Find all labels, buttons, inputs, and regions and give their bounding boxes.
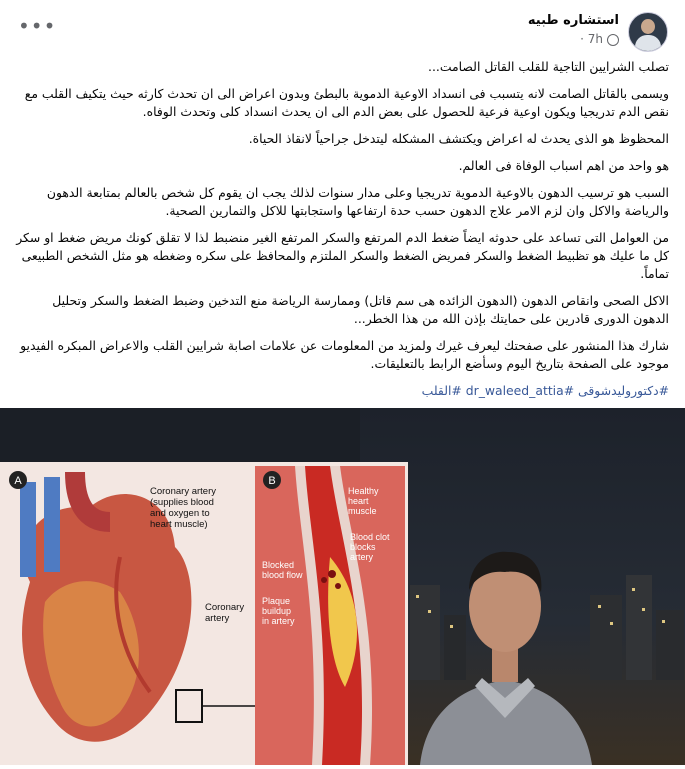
label-plaque: Plaque buildup in artery: [262, 596, 295, 626]
artery-illustration: [0, 462, 408, 765]
post-paragraph: هو واحد من اهم اسباب الوفاة فى العالم.: [458, 158, 669, 173]
globe-icon: [607, 34, 619, 46]
post-paragraph: الاكل الصحى وانقاص الدهون (الدهون الزائده هى سم قاتل) وممارسة الرياضة منع التدخين وضبط الضغط والسكر وتحليل الدهون الدورى قادرين على حمايتك بإذن الله من هذا الخطر...: [52, 293, 669, 326]
more-options-icon[interactable]: •••: [18, 14, 57, 38]
hashtags[interactable]: #دكتوروليدشوقى #dr_waleed_attia #القلب: [421, 383, 669, 398]
artery-illustration-svg: [0, 462, 408, 765]
post-paragraph: شارك هذا المنشور على صفحتك ليعرف غيرك ولمزيد من المعلومات عن علامات اصابة شرايين القلب والاعراض المبكره الفيديو موجود على الصفحة بتاريخ اليوم وسأضع الرابط بالتعليقات.: [20, 338, 669, 371]
post-content: [16, 58, 669, 400]
post-header: [0, 10, 685, 54]
post-paragraph: من العوامل التى تساعد على حدوثه ايضاً ضغط الدم المرتفع والسكر المرتفع الغير منضبط لذا لا تقلق كونك مريض ضغط او سكر كل ما عليك هو تظبيط الضغط والسكر فمريض الضغط والسكر الملتزم والمحافظ على سكره وضغطه هو مثل الشخص الطبيعى تماماً.: [16, 230, 669, 281]
avatar-body: [635, 35, 661, 52]
avatar[interactable]: [628, 12, 668, 52]
label-coronary-artery: Coronary artery: [205, 602, 245, 624]
label-healthy-muscle: Healthy heart muscle: [348, 486, 379, 516]
post-paragraph: ويسمى بالقاتل الصامت لانه يتسبب فى انسداد الاوعية الدموية بالبطئ وبدون اعراض الى ان تحدث كارثه حيث يتكيف القلب مع نقص الدم تدريجيا ويكون اوعية فرعية للحصول على بعض الدم الى ان يحدث انسداد كلى وتحدث الوفاه.: [24, 86, 669, 119]
label-coronary-supply: Coronary artery (supplies blood and oxygen to heart muscle): [150, 486, 216, 530]
panel-b-label: B: [268, 475, 276, 487]
panel-a-label: A: [14, 475, 22, 487]
post-time-text: 7h ·: [580, 32, 603, 46]
doctor-photo: [410, 528, 600, 765]
label-blood-clot: Blood clot blocks artery: [350, 532, 390, 562]
post-paragraph: تصلب الشرايين التاجية للقلب القاتل الصامت...: [428, 59, 669, 74]
author-name[interactable]: استشاره طبيه: [527, 13, 619, 28]
post-paragraph: المحظوظ هو الذى يحدث له اعراض ويكتشف المشكله ليتدخل جراحياً لانقاذ الحياة.: [248, 131, 669, 146]
label-blocked-flow: Blocked blood flow: [262, 560, 303, 580]
post-time[interactable]: [580, 32, 619, 46]
avatar-head: [641, 19, 655, 34]
post-paragraph: السبب هو ترسيب الدهون بالاوعية الدموية تدريجيا وعلى مدار سنوات لذلك يجب ان يقوم كل شخص بالعالم بمتابعة الدهون والرياضة والاكل وان لزم الامر علاج الدهون حسب حدة ارتفاعها واستجابتها للاكل والتمارين الصحية.: [46, 185, 669, 218]
